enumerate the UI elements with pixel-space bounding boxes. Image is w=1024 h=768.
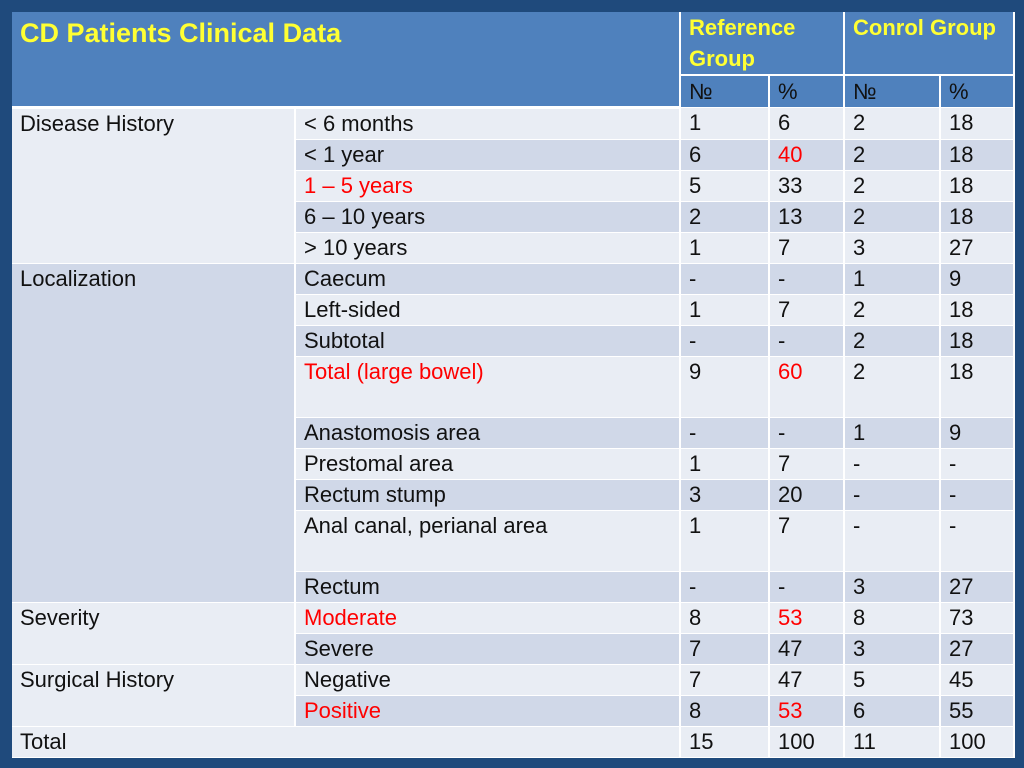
row-label: > 10 years xyxy=(295,233,680,264)
ctl-count: 2 xyxy=(844,202,940,233)
row-label: 1 – 5 years xyxy=(295,171,680,202)
ctl-count: - xyxy=(844,511,940,572)
reference-group-header: Reference Group xyxy=(680,12,844,75)
ctl-percent: 18 xyxy=(940,108,1014,140)
ref-percent: 13 xyxy=(769,202,844,233)
ctl-percent: 18 xyxy=(940,140,1014,171)
ref-count: - xyxy=(680,264,769,295)
category-disease-history: Disease History xyxy=(12,108,295,264)
ref-percent-header: % xyxy=(769,75,844,108)
row-label: Prestomal area xyxy=(295,449,680,480)
ref-count: 3 xyxy=(680,480,769,511)
row-label: < 6 months xyxy=(295,108,680,140)
row-label: Total (large bowel) xyxy=(295,357,680,418)
category-surgical-history: Surgical History xyxy=(12,665,295,727)
ref-count: 8 xyxy=(680,603,769,634)
ctl-percent: 18 xyxy=(940,171,1014,202)
row-label: 6 – 10 years xyxy=(295,202,680,233)
clinical-data-table xyxy=(12,12,1015,758)
total-ctl-percent: 100 xyxy=(940,727,1014,758)
ref-count: 1 xyxy=(680,449,769,480)
ref-percent: - xyxy=(769,264,844,295)
ctl-count: 1 xyxy=(844,264,940,295)
ctl-percent: 18 xyxy=(940,326,1014,357)
row-label: Anal canal, perianal area xyxy=(295,511,680,572)
ref-count: - xyxy=(680,572,769,603)
ref-percent: 20 xyxy=(769,480,844,511)
ref-count: 1 xyxy=(680,511,769,572)
ref-count: 1 xyxy=(680,108,769,140)
ref-percent: 6 xyxy=(769,108,844,140)
row-label: Subtotal xyxy=(295,326,680,357)
ref-percent: - xyxy=(769,418,844,449)
ref-count: 7 xyxy=(680,634,769,665)
ctl-count: 2 xyxy=(844,326,940,357)
ref-count: 1 xyxy=(680,295,769,326)
ref-count: 1 xyxy=(680,233,769,264)
row-label: Rectum xyxy=(295,572,680,603)
ctl-percent: - xyxy=(940,480,1014,511)
ref-count: - xyxy=(680,326,769,357)
row-label: Severe xyxy=(295,634,680,665)
ctl-count: 8 xyxy=(844,603,940,634)
row-label: Moderate xyxy=(295,603,680,634)
category-localization: Localization xyxy=(12,264,295,603)
ctl-percent: 9 xyxy=(940,418,1014,449)
ref-percent: 40 xyxy=(769,140,844,171)
ref-count: - xyxy=(680,418,769,449)
ref-count: 6 xyxy=(680,140,769,171)
ctl-percent-header: % xyxy=(940,75,1014,108)
ref-percent: 33 xyxy=(769,171,844,202)
ref-count: 5 xyxy=(680,171,769,202)
ref-count: 9 xyxy=(680,357,769,418)
row-label: Rectum stump xyxy=(295,480,680,511)
ctl-percent: 27 xyxy=(940,634,1014,665)
ctl-count: 2 xyxy=(844,295,940,326)
ref-count: 2 xyxy=(680,202,769,233)
ctl-percent: 55 xyxy=(940,696,1014,727)
row-label: Positive xyxy=(295,696,680,727)
row-label: Negative xyxy=(295,665,680,696)
ctl-count: 3 xyxy=(844,233,940,264)
ref-percent: - xyxy=(769,572,844,603)
ctl-percent: 9 xyxy=(940,264,1014,295)
ctl-percent: 73 xyxy=(940,603,1014,634)
ctl-percent: 45 xyxy=(940,665,1014,696)
ctl-percent: 18 xyxy=(940,357,1014,418)
category-total: Total xyxy=(12,727,680,758)
ref-percent: 7 xyxy=(769,449,844,480)
ctl-count: - xyxy=(844,449,940,480)
ref-percent: 7 xyxy=(769,295,844,326)
table-title: CD Patients Clinical Data xyxy=(12,12,680,108)
ctl-count: 6 xyxy=(844,696,940,727)
row-label: Left-sided xyxy=(295,295,680,326)
ctl-count: 2 xyxy=(844,108,940,140)
ctl-percent: 18 xyxy=(940,295,1014,326)
ctl-percent: 27 xyxy=(940,233,1014,264)
row-label: Anastomosis area xyxy=(295,418,680,449)
ref-percent: 47 xyxy=(769,634,844,665)
category-severity: Severity xyxy=(12,603,295,665)
ctl-count: 2 xyxy=(844,140,940,171)
ref-percent: 60 xyxy=(769,357,844,418)
ref-percent: - xyxy=(769,326,844,357)
row-label: Caecum xyxy=(295,264,680,295)
ref-count: 7 xyxy=(680,665,769,696)
ref-count-header: № xyxy=(680,75,769,108)
ref-percent: 53 xyxy=(769,603,844,634)
row-label: < 1 year xyxy=(295,140,680,171)
ref-percent: 47 xyxy=(769,665,844,696)
ctl-count: 3 xyxy=(844,634,940,665)
ctl-count: 3 xyxy=(844,572,940,603)
ctl-percent: - xyxy=(940,449,1014,480)
control-group-header: Conrol Group xyxy=(844,12,1014,75)
total-ctl-count: 11 xyxy=(844,727,940,758)
ctl-count-header: № xyxy=(844,75,940,108)
ctl-percent: 27 xyxy=(940,572,1014,603)
ctl-percent: - xyxy=(940,511,1014,572)
total-ref-percent: 100 xyxy=(769,727,844,758)
ctl-count: 1 xyxy=(844,418,940,449)
ctl-count: - xyxy=(844,480,940,511)
ref-percent: 53 xyxy=(769,696,844,727)
ctl-count: 5 xyxy=(844,665,940,696)
ctl-percent: 18 xyxy=(940,202,1014,233)
ctl-count: 2 xyxy=(844,171,940,202)
total-ref-count: 15 xyxy=(680,727,769,758)
ref-count: 8 xyxy=(680,696,769,727)
ref-percent: 7 xyxy=(769,233,844,264)
ref-percent: 7 xyxy=(769,511,844,572)
ctl-count: 2 xyxy=(844,357,940,418)
